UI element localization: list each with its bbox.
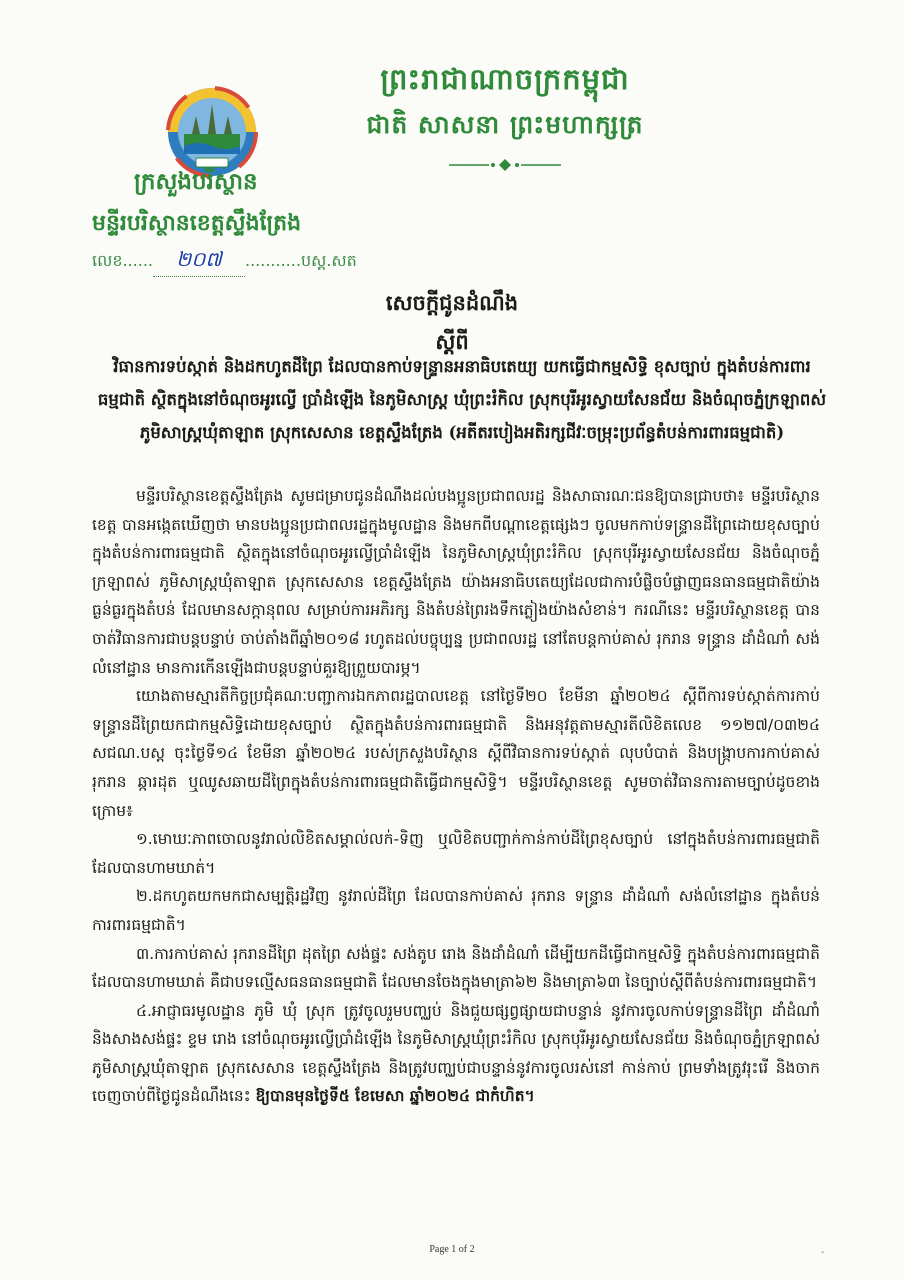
reference-number-line: លេខ...... ២០៧ ...........បស្ត.សត: [92, 246, 352, 277]
page-number: Page 1 of 2: [429, 1244, 475, 1255]
deadline-text: ឱ្យបានមុនថ្ងៃទី៥ ខែមេសា ឆ្នាំ២០២៤ ជាកំហិត។: [255, 1087, 535, 1106]
ref-number: ២០៧: [153, 246, 245, 277]
ornament-divider-icon: [445, 158, 565, 172]
kingdom-title: ព្រះរាជាណាចក្រកម្ពុជា: [380, 62, 630, 96]
kingdom-header: [300, 62, 710, 176]
measure-item-1: ១.មោឃៈភាពចោលនូវរាល់លិខិតសម្គាល់លក់-ទិញ ឬលិខិតបញ្ជាក់កាន់កាប់ដីព្រៃខុសច្បាប់ នៅក្នុងតំបន់ការពារធម្មជាតិ ដែលបានហាមឃាត់។: [92, 830, 820, 877]
document-body: [92, 482, 820, 1111]
ministry-name: ក្រសួងបរិស្ថាន: [134, 168, 258, 195]
ministry-block: [92, 168, 352, 241]
national-motto: ជាតិ សាសនា ព្រះមហាក្សត្រ: [366, 110, 644, 139]
measure-item-2: ២.ដកហូតយកមកជាសម្បត្តិរដ្ឋវិញ នូវរាល់ដីព្រៃ ដែលបានកាប់គាស់ រុករាន ទន្រ្ទាន ដាំដំណាំ សង់លំនៅដ្ឋាន ក្នុងតំបន់ការពារធម្មជាតិ។: [92, 887, 820, 934]
paragraph-reference: យោងតាមស្មារតីកិច្ចប្រជុំគណៈបញ្ជាការឯកភាពរដ្ឋបាលខេត្ត នៅថ្ងៃទី២០ ខែមីនា ឆ្នាំ២០២៤ ស្តីពីការទប់ស្កាត់ការកាប់ទន្រ្ទានដីព្រៃយកជាកម្មសិទ្ធិដោយខុសច្បាប់ ស្ថិតក្នុងតំបន់ការពារធម្មជាតិ និងអនុវត្តតាមស្មារតីលិខិតលេខ ១១២៧/០៣២៤ សជណ.បស្ត ចុះថ្ងៃទី១៤ ខែមីនា ឆ្នាំ២០២៤ របស់ក្រសួងបរិស្ថាន ស្តីពីវិធានការទប់ស្កាត់ លុបបំបាត់ និងបង្ក្រាបការកាប់គាស់ រុករាន ឆ្ការដុត ឬឈូសឆាយដីព្រៃក្នុងតំបន់ការពារធម្មជាតិធ្វើជាកម្មសិទ្ធិ។ មន្ទីរបរិស្ថានខេត្ត សូមចាត់វិធានការតាមច្បាប់ដូចខាងក្រោម៖: [92, 687, 820, 820]
document-about: ស្តីពី: [435, 329, 469, 354]
department-name: មន្ទីរបរិស្ថានខេត្តស្ទឹងត្រែង: [92, 210, 302, 236]
document-type: សេចក្តីជូនដំណឹង: [385, 290, 519, 315]
paragraph-intro: មន្ទីរបរិស្ថានខេត្តស្ទឹងត្រែង សូមជម្រាបជូនដំណឹងដល់បងប្អូនប្រជាពលរដ្ឋ និងសាធារណៈជនឱ្យបានជ្រាបថា៖ មន្ទីរបរិស្ថានខេត្ត បានអង្កេតឃើញថា មានបងប្អូនប្រជាពលរដ្ឋក្នុងមូលដ្ឋាន និងមកពីបណ្តាខេត្តផ្សេងៗ ចូលមកកាប់ទន្រ្ទានដីព្រៃដោយខុសច្បាប់ ក្នុងតំបន់ការពារធម្មជាតិ ស្ថិតក្នុងនៅចំណុចអូរល្វើប្រាំដំឡើង នៃភូមិសាស្ត្រឃុំព្រះរំកិល ស្រុកបុរីអូរស្វាយសែនជ័យ និងចំណុចភ្នំក្រឡាពស់ ភូមិសាស្ត្រឃុំតាឡាត ស្រុកសេសាន ខេត្តស្ទឹងត្រែង យ៉ាងអនាធិបតេយ្យដែលជាការបំផ្លិចបំផ្លាញធនធានធម្មជាតិយ៉ាងធ្ងន់ធ្ងរក្នុងតំបន់ ដែលមានសក្តានុពល សម្រាប់ការអភិរក្ស និងតំបន់ព្រៃរងទឹកភ្លៀងយ៉ាងសំខាន់។ ករណីនេះ មន្ទីរបរិស្ថានខេត្ត បានចាត់វិធានការជាបន្តបន្ទាប់ ចាប់តាំងពីឆ្នាំ២០១៨ រហូតដល់បច្ចុប្បន្ន ប្រជាពលរដ្ឋ នៅតែបន្តកាប់គាស់ រុករាន ទន្ទ្រាន ដាំដំណាំ សង់លំនៅដ្ឋាន មានការកើនឡើងជាបន្តបន្ទាប់គួរឱ្យព្រួយបារម្ភ។: [92, 487, 820, 677]
measure-item-4-text: ៤.អាជ្ញាធរមូលដ្ឋាន ភូមិ ឃុំ ស្រុក ត្រូវចូលរួមបញ្ឈប់ និងជួយផ្សព្វផ្សាយជាបន្ទាន់ នូវការចូលកាប់ទន្រ្ទានដីព្រៃ ដាំដំណាំ និងសាងសង់ផ្ទះ ខ្ទម រោង នៅចំណុចអូរល្វើប្រាំដំឡើង នៃភូមិសាស្ត្រឃុំព្រះរំកិល ស្រុកបុរីអូរស្វាយសែនជ័យ និងចំណុចភ្នំក្រឡាពស់ ភូមិសាស្ត្រឃុំតាឡាត ស្រុកសេសាន ខេត្តស្ទឹងត្រែង និងត្រូវបញ្ឈប់ជាបន្ទាន់នូវការចូលរស់នៅ កាន់កាប់ ព្រមទាំងត្រូវរុះរើ និងចាកចេញចាប់ពីថ្ងៃជូនដំណឹងនេះ: [92, 1001, 820, 1106]
ministry-logo: [162, 82, 262, 182]
corner-mark: ﾞ: [821, 1252, 826, 1263]
measure-item-4: [92, 997, 820, 1111]
ref-suffix: បស្ត.សត: [300, 251, 357, 270]
document-subject: វិធានការទប់ស្កាត់ និងដកហូតដីព្រៃ ដែលបានកាប់ទន្រ្ទានអនាធិបតេយ្យ យកធ្វើជាកម្មសិទ្ធិ ខុសច្បាប់ ក្នុងតំបន់ការពារធម្មជាតិ ស្ថិតក្នុងនៅចំណុចអូរល្វើ ប្រាំដំឡើង នៃភូមិសាស្ត្រ ឃុំព្រះរំកិល ស្រុកបុរីអូរស្វាយសែនជ័យ និងចំណុចភ្នំក្រឡាពស់ ភូមិសាស្ត្រឃុំតាឡាត ស្រុកសេសាន ខេត្តស្ទឹងត្រែង (អតីតរបៀងអតិរក្សជីវៈចម្រុះប្រព័ន្ធតំបន់ការពារធម្មជាតិ): [97, 357, 827, 442]
ref-prefix: លេខ: [92, 251, 123, 270]
measure-item-3: ៣.ការកាប់គាស់ រុករានដីព្រៃ ដុតព្រៃ សង់ផ្ទះ សង់តូប រោង និងដាំដំណាំ ដើម្បីយកដីធ្វើជាកម្មសិទ្ធិ ក្នុងតំបន់ការពារធម្មជាតិ ដែលបានហាមឃាត់ គឺជាបទល្មើសធនធានធម្មជាតិ ដែលមានចែងក្នុងមាត្រា៦២ និងមាត្រា៦៣ នៃច្បាប់ស្តីពីតំបន់ការពារធម្មជាតិ។: [92, 944, 820, 992]
